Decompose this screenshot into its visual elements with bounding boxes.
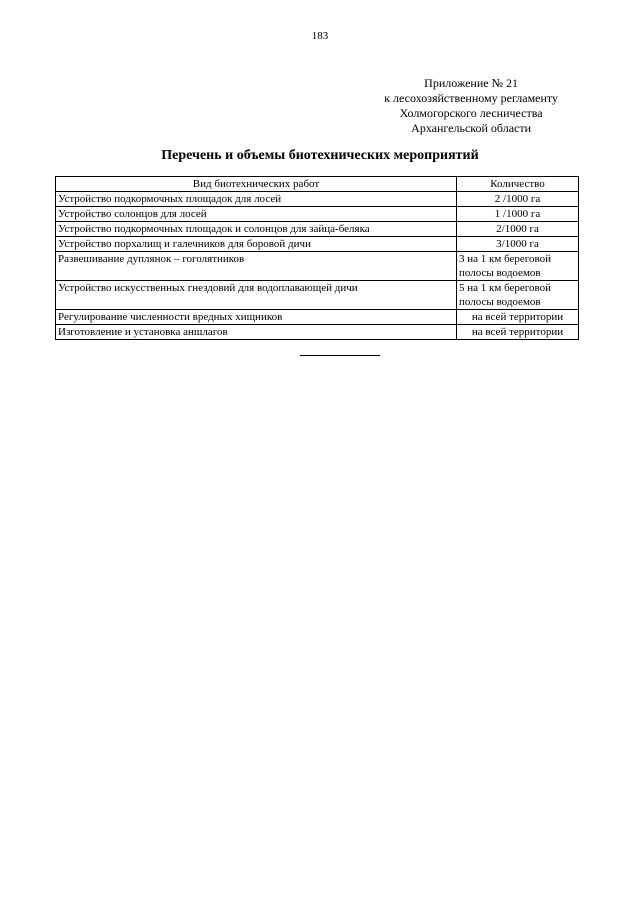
work-type-cell: Развешивание дуплянок – гоголятников — [56, 252, 457, 281]
work-type-cell: Устройство искусственных гнездовий для водоплавающей дичи — [56, 281, 457, 310]
quantity-line: 3/1000 га — [496, 238, 539, 250]
appendix-line-3: Холмогорского лесничества — [399, 106, 543, 120]
header-work-type: Вид биотехнических работ — [56, 177, 457, 192]
quantity-line: на всей территории — [471, 326, 564, 338]
table-row — [56, 222, 579, 237]
quantity-cell — [457, 252, 579, 281]
document-title: Перечень и объемы биотехнических мероприятий — [161, 148, 479, 163]
measures-table — [55, 176, 579, 340]
measures-table-body — [56, 192, 579, 340]
appendix-line-4: Архангельской области — [411, 121, 532, 135]
quantity-line: 2/1000 га — [496, 223, 539, 235]
table-row — [56, 252, 579, 281]
page-number: 183 — [311, 30, 329, 42]
quantity-cell — [457, 207, 579, 222]
table-header-row — [56, 177, 579, 192]
quantity-cell — [457, 310, 579, 325]
work-type-cell: Устройство солонцов для лосей — [56, 207, 457, 222]
quantity-line: полосы водоемов — [459, 267, 541, 279]
quantity-line: на всей территории — [471, 311, 564, 323]
work-type-cell: Регулирование численности вредных хищников — [56, 310, 457, 325]
quantity-cell — [457, 237, 579, 252]
appendix-line-2: к лесохозяйственному регламенту — [384, 91, 558, 105]
work-type-cell: Устройство порхалищ и галечников для боровой дичи — [56, 237, 457, 252]
header-quantity: Количество — [457, 177, 579, 192]
quantity-cell — [457, 281, 579, 310]
quantity-line: полосы водоемов — [459, 296, 541, 308]
end-divider — [300, 355, 380, 356]
quantity-line: 1 /1000 га — [494, 208, 541, 220]
appendix-line-1: Приложение № 21 — [424, 76, 519, 90]
quantity-line: 5 на 1 км береговой — [459, 282, 552, 294]
work-type-cell: Изготовление и установка аншлагов — [56, 325, 457, 340]
work-type-cell: Устройство подкормочных площадок и солонцов для зайца-беляка — [56, 222, 457, 237]
table-row — [56, 281, 579, 310]
table-row — [56, 207, 579, 222]
quantity-cell — [457, 325, 579, 340]
quantity-line: 3 на 1 км береговой — [459, 253, 552, 265]
quantity-cell — [457, 192, 579, 207]
appendix-note — [384, 76, 558, 136]
quantity-line: 2 /1000 га — [494, 193, 541, 205]
table-row — [56, 325, 579, 340]
table-row — [56, 310, 579, 325]
table-row — [56, 192, 579, 207]
work-type-cell: Устройство подкормочных площадок для лосей — [56, 192, 457, 207]
quantity-cell — [457, 222, 579, 237]
table-row — [56, 237, 579, 252]
